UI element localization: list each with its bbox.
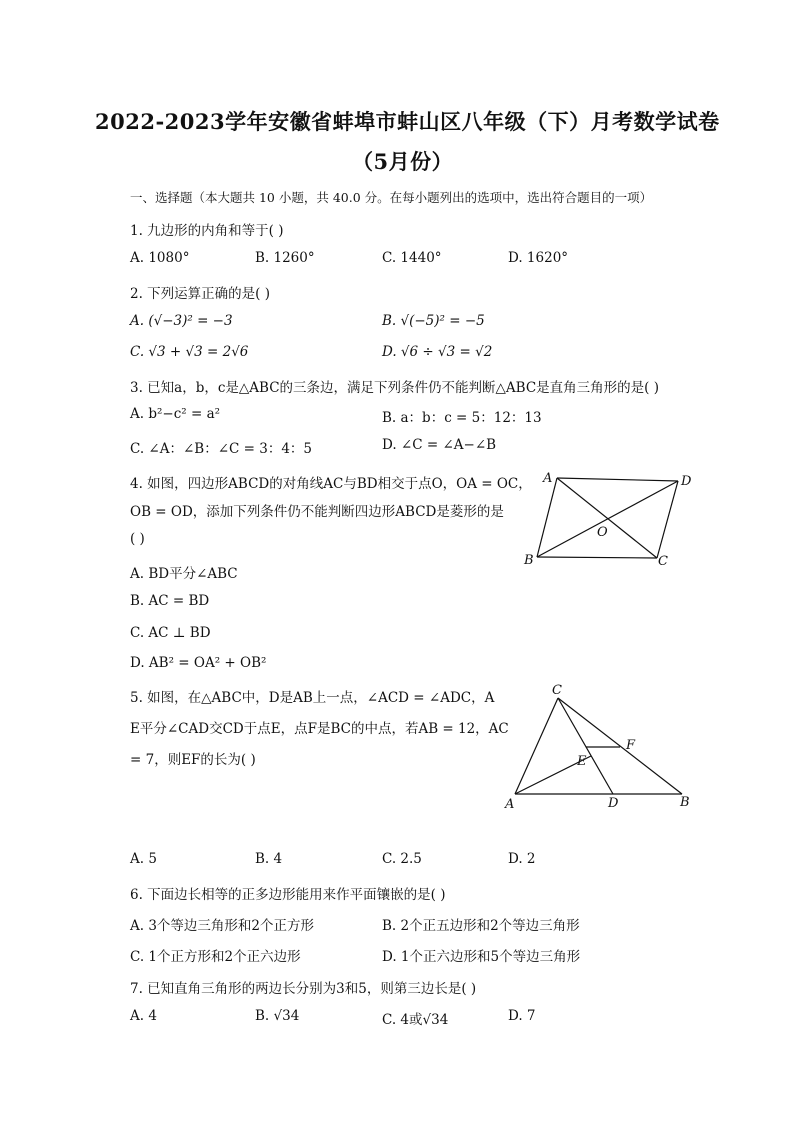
q4-stem-line3: ( ) <box>130 531 145 547</box>
q4-option-c: C. AC ⊥ BD <box>130 625 211 641</box>
q4-diagonal-bd <box>537 481 678 557</box>
q5-label-b: B <box>680 795 690 810</box>
q6-option-d: D. 1个正六边形和5个等边三角形 <box>382 949 581 965</box>
q6-option-b: B. 2个正五边形和2个等边三角形 <box>382 918 580 934</box>
q2-option-d: D. √6 ÷ √3 = √2 <box>382 344 493 360</box>
q4-stem-line1: 4. 如图，四边形ABCD的对角线AC与BD相交于点O，OA = OC， <box>130 476 532 492</box>
q1-stem: 1. 九边形的内角和等于( ) <box>130 223 284 239</box>
q4-label-o: O <box>597 525 608 540</box>
q3-option-d: D. ∠C = ∠A−∠B <box>382 437 497 453</box>
q4-diagonal-ac <box>557 478 657 558</box>
q4-stem-line2: OB = OD，添加下列条件仍不能判断四边形ABCD是菱形的是 <box>130 504 504 520</box>
q3-option-a: A. b²−c² = a² <box>130 406 221 422</box>
q5-triangle-figure <box>500 680 700 815</box>
q2-option-c: C. √3 + √3 = 2√6 <box>130 344 249 360</box>
q6-stem: 6. 下面边长相等的正多边形能用来作平面镶嵌的是( ) <box>130 887 446 903</box>
page-title: 2022-2023学年安徽省蚌埠市蚌山区八年级（下）月考数学试卷 <box>95 109 720 134</box>
q5-label-e: E <box>577 754 587 769</box>
q3-option-c: C. ∠A：∠B：∠C = 3：4：5 <box>130 441 313 457</box>
q4-option-a: A. BD平分∠ABC <box>130 566 238 582</box>
section-header: 一、选择题（本大题共 10 小题，共 40.0 分。在每小题列出的选项中，选出符合题目的一项） <box>130 190 653 205</box>
q7-option-b: B. √34 <box>255 1008 300 1024</box>
q4-label-b: B <box>524 553 534 568</box>
q5-stem-line1: 5. 如图，在△ABC中，D是AB上一点，∠ACD = ∠ADC，A <box>130 690 495 706</box>
q5-label-f: F <box>626 738 636 753</box>
q4-edge-ba <box>537 478 557 557</box>
q7-stem: 7. 已知直角三角形的两边长分别为3和5，则第三边长是( ) <box>130 981 477 997</box>
q4-edge-cb <box>537 557 657 558</box>
q5-label-c: C <box>552 683 562 698</box>
q7-option-d: D. 7 <box>508 1008 536 1024</box>
q5-segment-cd <box>558 698 613 794</box>
q2-stem: 2. 下列运算正确的是( ) <box>130 286 270 302</box>
q4-label-c: C <box>658 554 668 569</box>
q6-option-a: A. 3个等边三角形和2个正方形 <box>130 918 315 934</box>
q5-edge-ca <box>515 698 558 794</box>
q1-option-c: C. 1440° <box>382 250 442 266</box>
q5-option-a: A. 5 <box>130 851 157 867</box>
q3-stem: 3. 已知a，b，c是△ABC的三条边，满足下列条件仍不能判断△ABC是直角三角形的是( ) <box>130 380 660 396</box>
q5-option-d: D. 2 <box>508 851 536 867</box>
q4-label-a: A <box>543 471 553 486</box>
q1-option-a: A. 1080° <box>130 250 190 266</box>
q1-option-d: D. 1620° <box>508 250 569 266</box>
q7-option-c: C. 4或√34 <box>382 1012 449 1028</box>
page-subtitle: （5月份） <box>352 149 454 174</box>
q6-option-c: C. 1个正方形和2个正六边形 <box>130 949 301 965</box>
q4-option-b: B. AC = BD <box>130 593 210 609</box>
q4-option-d: D. AB² = OA² + OB² <box>130 655 267 671</box>
q5-option-b: B. 4 <box>255 851 283 867</box>
q5-label-a: A <box>505 797 515 812</box>
q4-edge-ad <box>557 478 678 481</box>
q1-option-b: B. 1260° <box>255 250 315 266</box>
q2-option-b: B. √(−5)² = −5 <box>382 313 485 329</box>
q4-edge-dc <box>657 481 678 558</box>
q5-stem-line3: = 7，则EF的长为( ) <box>130 752 256 768</box>
q5-stem-line2: E平分∠CAD交CD于点E，点F是BC的中点，若AB = 12，AC <box>130 721 509 737</box>
q4-label-d: D <box>681 474 692 489</box>
q5-label-d: D <box>608 796 619 811</box>
q5-edge-cb <box>558 698 682 794</box>
q5-option-c: C. 2.5 <box>382 851 422 867</box>
q7-option-a: A. 4 <box>130 1008 157 1024</box>
q3-option-b: B. a：b：c = 5：12：13 <box>382 410 542 426</box>
q4-parallelogram-figure <box>515 465 700 575</box>
q2-option-a: A. (√−3)² = −3 <box>130 313 233 329</box>
